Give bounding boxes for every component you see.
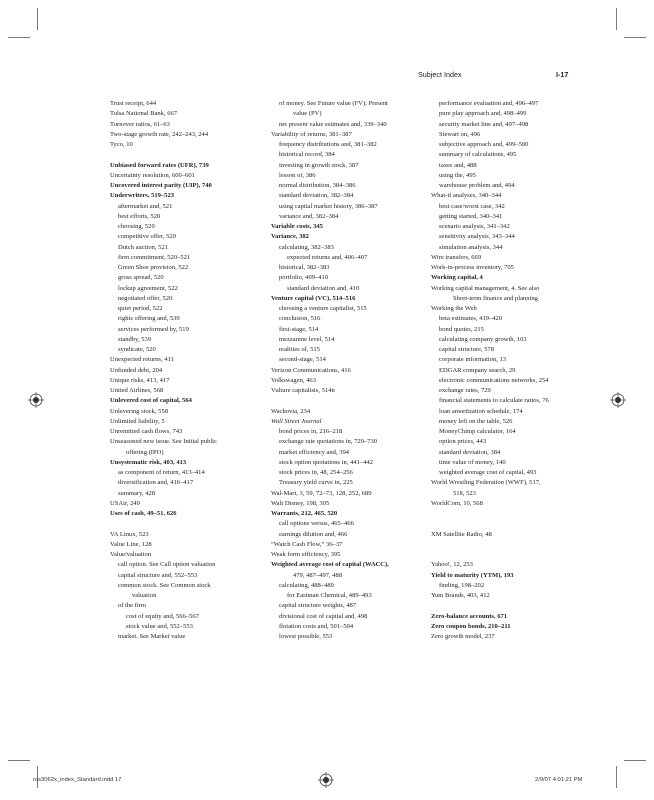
index-subentry: performance evaluation and, 496–497 — [439, 100, 539, 107]
index-subentry: as component of return, 413–414 — [118, 469, 205, 476]
index-subentry: stock value and, 552–553 — [126, 622, 193, 630]
index-entry: Unexpected returns, 411 — [110, 356, 174, 364]
index-subentry: security market line and, 497–498 — [439, 120, 529, 128]
index-subentry: summary, 428 — [118, 489, 156, 497]
index-entry: Two-stage growth rate, 242–243, 244 — [110, 130, 209, 138]
index-subentry: finding, 198–202 — [439, 581, 485, 589]
index-subentry: gross spread, 520 — [118, 274, 164, 282]
index-subentry: call options versus, 465–466 — [279, 520, 354, 528]
crop-mark — [37, 8, 38, 30]
index-subentry: syndicate, 520 — [118, 346, 156, 353]
index-subentry: lockup agreement, 522 — [118, 284, 178, 292]
index-subentry: subjective approach and, 499–500 — [439, 141, 529, 148]
index-entry: Zero coupon bonds, 210–211 — [431, 622, 511, 630]
index-subentry: negotiated offer, 520 — [118, 294, 173, 302]
index-subentry: warehouse problem and, 494 — [439, 182, 515, 189]
index-subentry: simulation analysis, 344 — [439, 243, 503, 251]
index-entry: Uncertainty resolution, 600–601 — [110, 171, 195, 179]
index-subentry: 518, 523 — [453, 489, 476, 497]
index-subentry: expected returns and, 406–407 — [287, 253, 368, 261]
index-subentry: summary of calculations, 495 — [439, 151, 517, 159]
index-subentry: Treasury yield curve in, 225 — [279, 479, 353, 487]
index-entry: Work-in-process inventory, 705 — [431, 264, 514, 271]
index-subentry: using capital market history, 386–387 — [279, 202, 378, 210]
index-subentry: choosing a venture capitalist, 515 — [279, 305, 367, 312]
blank-line — [110, 150, 258, 160]
index-subentry: realities of, 515 — [279, 346, 320, 353]
index-subentry: variance and, 382–384 — [279, 212, 339, 220]
crop-mark — [616, 8, 617, 30]
index-subentry: quiet period, 522 — [118, 305, 163, 312]
index-entry: Unlevering stock, 558 — [110, 407, 169, 415]
index-subentry: stock option quotations in, 441–442 — [279, 458, 374, 466]
running-head — [418, 70, 569, 79]
blank-line — [431, 509, 581, 519]
index-subentry: money left on the table, 526 — [439, 417, 513, 425]
index-subentry: bond prices in, 216–218 — [279, 428, 343, 435]
index-subentry: investing in growth stock, 387 — [279, 161, 359, 169]
blank-line — [271, 396, 421, 406]
index-subentry: financial statements to calculate ratios, 76 — [439, 397, 549, 405]
index-subentry: capital structure weights, 487 — [279, 602, 357, 610]
index-subentry: market. See Market value — [118, 633, 186, 640]
index-subentry: electronic communications networks, 254 — [439, 376, 549, 384]
index-entry: What-if analyses, 340–344 — [431, 192, 502, 200]
index-subentry: of money. See Future value (FV); Present — [279, 100, 388, 107]
index-entry: Unremitted cash flows, 743 — [110, 428, 183, 435]
index-subentry: MoneyChimp calculator, 164 — [439, 428, 516, 435]
index-subentry: earnings dilution and, 466 — [279, 530, 348, 538]
index-subentry: standard deviation, 382–384 — [279, 192, 354, 200]
index-subentry: pure play approach and, 498–499 — [439, 110, 527, 118]
index-entry: Unseasoned new issue. See Initial public — [110, 438, 217, 446]
index-subentry: option prices, 443 — [439, 438, 487, 446]
index-subentry: using the, 495 — [439, 171, 476, 179]
index-entry: Unlimited liability, 5 — [110, 417, 165, 425]
index-entry: World Wrestling Federation (WWF), 517, — [431, 479, 541, 487]
index-subentry: exchange rates, 729 — [439, 387, 491, 394]
index-subentry: sensitivity analysis, 343–344 — [439, 233, 515, 241]
index-subentry: of the firm — [118, 602, 146, 610]
index-subentry: market efficiency and, 394 — [279, 448, 350, 456]
index-entry: Working capital management, 4. See also — [431, 284, 540, 292]
index-entry: Zero growth model, 237 — [431, 633, 495, 640]
blank-line — [431, 540, 581, 550]
index-entry: Weighted average cost of capital (WACC), — [271, 561, 389, 569]
section-title: Subject Index — [418, 70, 462, 79]
index-subentry: valuation — [132, 592, 157, 599]
crop-mark — [616, 766, 617, 788]
index-subentry: aftermarket and, 521 — [118, 202, 173, 210]
index-column-1 — [110, 99, 258, 642]
index-entry: XM Satellite Radio, 48 — [431, 530, 492, 538]
blank-line — [431, 601, 581, 611]
crop-mark — [624, 760, 646, 761]
index-subentry: second-stage, 514 — [279, 356, 326, 364]
index-subentry: choosing, 520 — [118, 223, 155, 230]
blank-line — [431, 550, 581, 560]
index-subentry: competitive offer, 520 — [118, 233, 176, 241]
index-entry: Unique risks, 413, 417 — [110, 376, 170, 384]
index-subentry: time value of money, 140 — [439, 458, 506, 466]
index-subentry: scenario analysis, 341–342 — [439, 223, 510, 230]
index-subentry: frequency distributions and, 381–382 — [279, 141, 377, 148]
index-subentry: calculating company growth, 103 — [439, 335, 527, 343]
index-subentry: weighted average cost of capital, 493 — [439, 469, 537, 476]
index-subentry: exchange rate quotations in, 729–730 — [279, 438, 377, 446]
index-subentry: mezzanine level, 514 — [279, 335, 335, 343]
index-subentry: Green Shoe provision, 522 — [118, 264, 189, 271]
index-subentry: Dutch auction, 521 — [118, 243, 168, 251]
index-subentry: best efforts, 520 — [118, 212, 161, 220]
index-entry: Working capital, 4 — [431, 274, 483, 282]
index-entry: Warrants, 212, 465, 520 — [271, 510, 338, 517]
index-subentry: standard deviation, 384 — [439, 448, 501, 456]
index-subentry: historical, 382–383 — [279, 264, 330, 271]
index-entry: Unbiased forward rates (UFR), 739 — [110, 161, 209, 169]
blank-line — [110, 519, 258, 529]
index-subentry: cost of equity and, 566–567 — [126, 612, 199, 620]
blank-line — [431, 519, 581, 529]
footer-file-name: ros3062x_index_Standard.indd 17 — [33, 777, 122, 783]
footer-timestamp: 2/9/07 4:01:21 PM — [535, 777, 583, 783]
index-subentry: lesson of, 386 — [279, 171, 316, 179]
index-entry: Zero-balance accounts, 671 — [431, 612, 508, 620]
index-subentry: 479, 487–497, 488 — [293, 571, 343, 579]
index-subentry: capital structure, 578 — [439, 346, 495, 353]
index-subentry: EDGAR company search, 29 — [439, 366, 516, 374]
index-entry: USAir, 249 — [110, 499, 140, 507]
index-subentry: capital structure and, 552–553 — [118, 571, 198, 579]
index-entry: Wachovia, 234 — [271, 407, 311, 415]
registration-mark-icon — [28, 392, 44, 408]
index-subentry: historical record, 384 — [279, 151, 335, 159]
index-entry: Variance, 382 — [271, 233, 309, 241]
index-entry: Unfunded debt, 204 — [110, 366, 163, 374]
index-entry: Unsystematic risk, 403, 413 — [110, 458, 187, 466]
index-subentry: offering (IPO) — [126, 448, 164, 456]
index-subentry: flotation costs and, 501–504 — [279, 622, 354, 630]
index-entry: Wire transfers, 669 — [431, 253, 482, 261]
index-subentry: best case/worst case, 342 — [439, 202, 505, 210]
index-entry: Verizon Communications, 416 — [271, 366, 351, 374]
index-entry: Weak form efficiency, 395 — [271, 551, 341, 558]
index-entry: WorldCom, 10, 568 — [431, 499, 483, 507]
index-subentry: value (PV) — [293, 110, 322, 118]
index-subentry: getting started, 340–341 — [439, 212, 503, 220]
index-column-2 — [271, 99, 421, 642]
index-subentry: firm commitment, 520–521 — [118, 253, 191, 261]
index-entry: Uncovered interest parity (UIP), 740 — [110, 182, 212, 189]
index-subentry: bond quotes, 215 — [439, 325, 484, 333]
index-subentry: calculating, 488–489 — [279, 581, 334, 589]
index-entry: Turnover ratios, 61–63 — [110, 120, 170, 128]
registration-mark-icon — [318, 772, 334, 788]
index-entry: Value Line, 128 — [110, 540, 152, 548]
index-subentry: calculating, 382–383 — [279, 243, 334, 251]
index-subentry: normal distribution, 384–386 — [279, 182, 356, 189]
index-subentry: corporate information, 13 — [439, 356, 507, 364]
index-subentry: for Eastman Chemical, 489–493 — [287, 592, 372, 599]
index-subentry: rights offering and, 539 — [118, 315, 180, 323]
index-subentry: portfolio, 409–410 — [279, 274, 329, 282]
index-entry: Wall Street Journal — [271, 417, 322, 425]
index-subentry: Stewart on, 496 — [439, 130, 481, 138]
index-subentry: conclusion, 516 — [279, 315, 321, 323]
index-column-3 — [431, 99, 581, 642]
index-subentry: standard deviation and, 410 — [287, 284, 360, 292]
index-entry: Value/valuation — [110, 551, 152, 558]
registration-mark-icon — [610, 392, 626, 408]
index-subentry: common stock. See Common stock — [118, 581, 211, 589]
index-subentry: diversification and, 416–417 — [118, 479, 194, 487]
index-subentry: Short-term finance and planning — [453, 294, 538, 302]
index-subentry: stock prices in, 48, 254–256 — [279, 469, 353, 476]
index-subentry: divisional cost of capital and, 498 — [279, 612, 368, 620]
index-entry: Yield to maturity (YTM), 193 — [431, 571, 514, 579]
index-subentry: loan amortization schedule, 174 — [439, 407, 523, 415]
index-entry: Tyco, 10 — [110, 141, 133, 148]
index-entry: Unlevered cost of capital, 564 — [110, 397, 192, 405]
index-subentry: call option. See Call option valuation — [118, 561, 216, 569]
index-subentry: net present value estimates and, 339–340 — [279, 120, 387, 128]
index-subentry: beta estimates, 419–420 — [439, 315, 503, 323]
index-entry: Walt Disney, 198, 305 — [271, 499, 330, 507]
index-entry: Yum Brands, 403, 412 — [431, 592, 490, 599]
crop-mark — [624, 37, 646, 38]
index-entry: Volkswagen, 463 — [271, 376, 316, 384]
index-entry: Venture capital (VC), 514–516 — [271, 294, 356, 302]
index-entry: Tulsa National Bank, 667 — [110, 110, 178, 118]
index-subentry: services performed by, 519 — [118, 325, 189, 333]
index-entry: Variable costs, 345 — [271, 223, 323, 230]
page-number: I-17 — [556, 70, 569, 79]
index-subentry: taxes and, 488 — [439, 161, 477, 169]
crop-mark — [8, 37, 30, 38]
index-entry: VA Linux, 523 — [110, 530, 149, 538]
index-subentry: lowest possible, 553 — [279, 633, 333, 640]
index-entry: Vulture capitalists, 514n — [271, 387, 335, 394]
index-entry: Underwriters, 519–523 — [110, 192, 175, 200]
index-entry: Uses of cash, 49–51, 626 — [110, 510, 177, 517]
index-entry: Wal-Mart, 3, 59, 72–73, 128, 252, 689 — [271, 489, 372, 497]
index-subentry: standby, 539 — [118, 335, 152, 343]
index-entry: Working the Web — [431, 305, 477, 312]
index-subentry: first-stage, 514 — [279, 325, 319, 333]
crop-mark — [8, 760, 30, 761]
index-entry: “Watch Cash Flow,” 36–37 — [271, 540, 343, 548]
index-entry: Variability of returns, 381–387 — [271, 130, 352, 138]
index-entry: United Airlines, 568 — [110, 387, 164, 394]
index-entry: Trust receipt, 644 — [110, 100, 157, 107]
index-entry: Yahoo!, 12, 253 — [431, 561, 473, 569]
